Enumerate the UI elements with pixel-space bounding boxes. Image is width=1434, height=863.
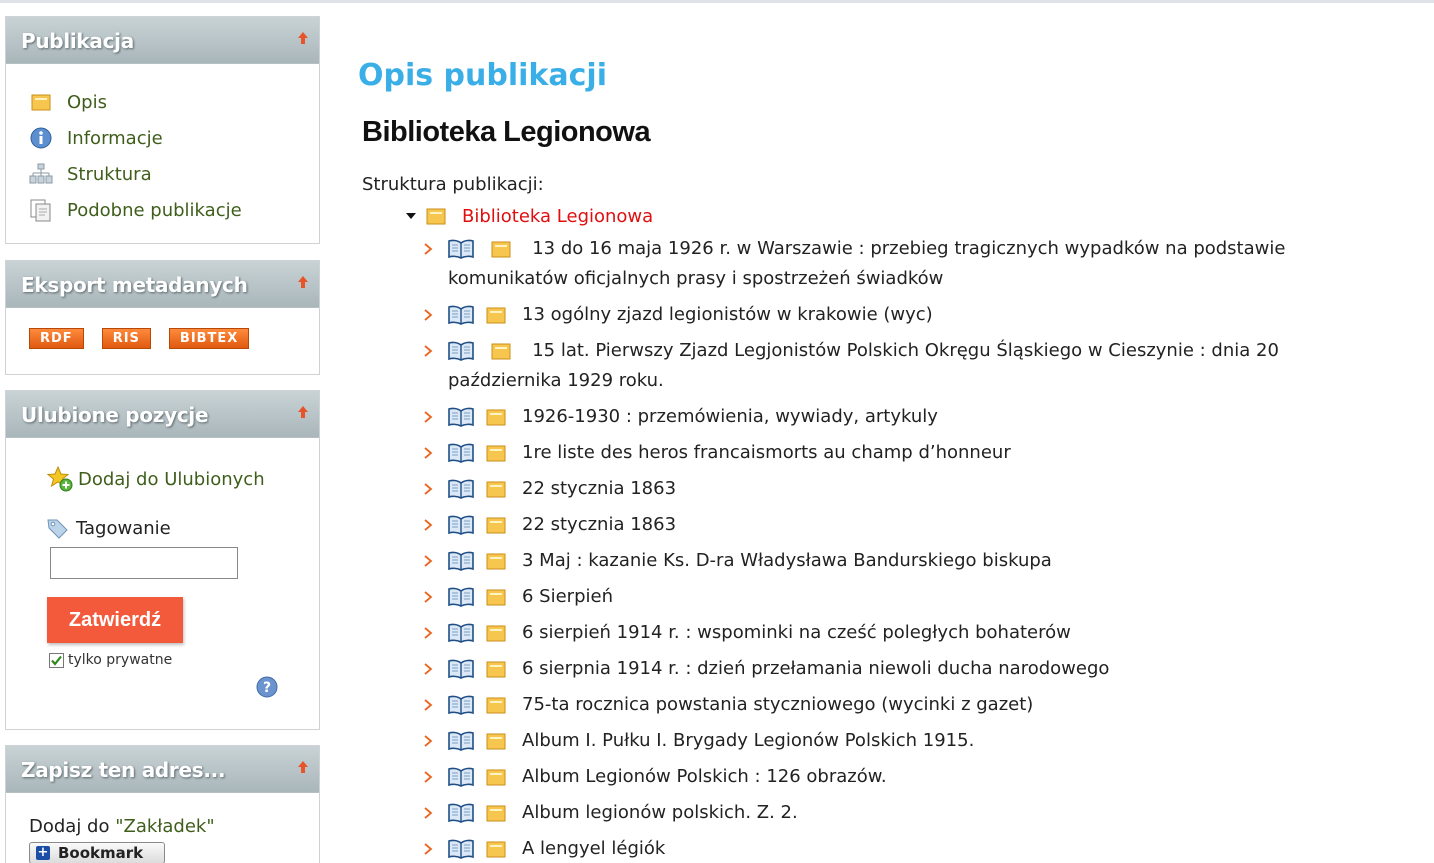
folder-icon xyxy=(486,402,506,432)
folder-icon xyxy=(486,474,506,504)
folder-icon xyxy=(486,654,506,684)
folder-icon xyxy=(486,546,506,576)
chevron-right-icon[interactable] xyxy=(420,300,436,330)
chevron-right-icon[interactable] xyxy=(420,234,436,264)
tree-node[interactable] xyxy=(420,618,1420,648)
collapse-arrow-icon[interactable] xyxy=(297,760,309,774)
panel-header[interactable] xyxy=(6,746,319,793)
export-bibtex-button[interactable]: BIBTEX xyxy=(169,328,249,349)
tree-root[interactable] xyxy=(404,204,653,228)
chevron-right-icon[interactable] xyxy=(420,726,436,756)
tree-node-label[interactable]: A lengyel légiók xyxy=(522,838,666,859)
book-icon xyxy=(448,336,474,366)
similar-icon xyxy=(28,198,54,222)
tree-node[interactable] xyxy=(420,834,1420,863)
tree-node[interactable] xyxy=(420,582,1420,612)
panel-zapisz xyxy=(5,745,320,863)
chevron-right-icon[interactable] xyxy=(420,834,436,863)
top-border xyxy=(0,0,1434,3)
book-icon xyxy=(448,402,474,432)
add-to-favorites-label: Dodaj do Ulubionych xyxy=(78,468,265,490)
menu-item-label: Opis xyxy=(67,91,107,113)
tree-node[interactable] xyxy=(420,654,1420,684)
expanded-triangle-icon[interactable] xyxy=(404,209,418,223)
star-add-icon xyxy=(46,465,74,493)
tree-node-label[interactable]: 3 Maj : kazanie Ks. D-ra Władysława Bandurskiego biskupa xyxy=(522,550,1052,571)
tree-node-label[interactable]: 22 stycznia 1863 xyxy=(522,514,677,535)
collapse-arrow-icon[interactable] xyxy=(297,31,309,45)
collapse-arrow-icon[interactable] xyxy=(297,405,309,419)
chevron-right-icon[interactable] xyxy=(420,798,436,828)
tree-node[interactable] xyxy=(420,798,1420,828)
book-icon xyxy=(448,618,474,648)
structure-tree xyxy=(420,234,1420,863)
folder-icon xyxy=(486,762,506,792)
chevron-right-icon[interactable] xyxy=(420,762,436,792)
book-icon xyxy=(448,474,474,504)
folder-icon xyxy=(486,438,506,468)
tree-node[interactable] xyxy=(420,402,1420,432)
collapse-arrow-icon[interactable] xyxy=(297,275,309,289)
bookmark-button-label: Bookmark xyxy=(58,844,144,862)
chevron-right-icon[interactable] xyxy=(420,510,436,540)
tree-node-label[interactable]: 22 stycznia 1863 xyxy=(522,478,677,499)
panel-publikacja xyxy=(5,16,320,244)
chevron-right-icon[interactable] xyxy=(420,474,436,504)
tagging-label-row xyxy=(46,517,171,539)
tree-node-label[interactable]: 1926-1930 : przemówienia, wywiady, artykuly xyxy=(522,406,938,427)
book-icon xyxy=(448,582,474,612)
publication-menu xyxy=(6,64,319,228)
folder-icon xyxy=(491,234,511,264)
export-ris-button[interactable]: RIS xyxy=(102,328,151,349)
menu-item-label: Podobne publikacje xyxy=(67,199,242,221)
tree-node-label[interactable]: 13 ogólny zjazd legionistów w krakowie (wyc) xyxy=(522,304,933,325)
folder-icon xyxy=(486,726,506,756)
help-icon[interactable] xyxy=(256,676,278,698)
book-icon xyxy=(448,300,474,330)
tree-node[interactable] xyxy=(420,762,1420,792)
book-icon xyxy=(448,834,474,863)
tree-node-label[interactable]: 1re liste des heros francaismorts au champ d’honneur xyxy=(522,442,1011,463)
chevron-right-icon[interactable] xyxy=(420,690,436,720)
tree-node[interactable] xyxy=(420,510,1420,540)
page-heading: Opis publikacji xyxy=(358,58,607,93)
add-to-favorites-link[interactable] xyxy=(46,465,265,493)
menu-item-label: Informacje xyxy=(67,127,163,149)
private-only-row[interactable] xyxy=(49,652,172,668)
private-only-label: tylko prywatne xyxy=(68,652,173,668)
menu-item-informacje[interactable] xyxy=(28,120,319,156)
tree-node[interactable] xyxy=(420,300,1420,330)
tree-node[interactable] xyxy=(420,546,1420,576)
tree-node-label[interactable]: 6 sierpnia 1914 r. : dzień przełamania niewoli ducha narodowego xyxy=(522,658,1110,679)
book-icon xyxy=(448,546,474,576)
book-icon xyxy=(448,726,474,756)
tree-node-label[interactable]: Album I. Pułku I. Brygady Legionów Polskich 1915. xyxy=(522,730,975,751)
chevron-right-icon[interactable] xyxy=(420,654,436,684)
checkbox-checked-icon[interactable] xyxy=(49,653,64,668)
tree-node[interactable] xyxy=(420,438,1420,468)
book-icon xyxy=(448,798,474,828)
chevron-right-icon[interactable] xyxy=(420,438,436,468)
tree-root-label[interactable]: Biblioteka Legionowa xyxy=(462,205,654,227)
bookmark-text xyxy=(29,816,215,837)
folder-icon xyxy=(486,690,506,720)
menu-item-podobne-publikacje[interactable] xyxy=(28,192,319,228)
tree-node[interactable] xyxy=(420,336,1395,396)
panel-title: Publikacja xyxy=(21,29,134,53)
description-icon xyxy=(28,90,54,114)
folder-icon xyxy=(486,798,506,828)
panel-header[interactable] xyxy=(6,261,319,308)
tree-node-label[interactable]: Album legionów polskich. Z. 2. xyxy=(522,802,798,823)
book-icon xyxy=(448,762,474,792)
chevron-right-icon[interactable] xyxy=(420,618,436,648)
chevron-right-icon[interactable] xyxy=(420,546,436,576)
tree-node-label[interactable]: Album Legionów Polskich : 126 obrazów. xyxy=(522,766,887,787)
folder-icon xyxy=(426,207,446,225)
bookmarks-link[interactable]: "Zakładek" xyxy=(115,816,215,837)
tree-node-label[interactable]: 6 Sierpień xyxy=(522,586,613,607)
panel-header[interactable] xyxy=(6,17,319,64)
book-icon xyxy=(448,510,474,540)
chevron-right-icon[interactable] xyxy=(420,336,436,366)
panel-eksport xyxy=(5,260,320,375)
tree-node-label[interactable]: 15 lat. Pierwszy Zjazd Legjonistów Polskich Okręgu Śląskiego w Cieszynie : dnia 20 października 1929 roku. xyxy=(448,340,1279,391)
panel-title: Eksport metadanych xyxy=(21,273,248,297)
panel-title: Ulubione pozycje xyxy=(21,403,209,427)
folder-icon xyxy=(486,834,506,863)
structure-label: Struktura publikacji: xyxy=(362,174,544,195)
menu-item-label: Struktura xyxy=(67,163,152,185)
tree-node[interactable] xyxy=(420,726,1420,756)
tree-node[interactable] xyxy=(420,234,1395,294)
folder-icon xyxy=(486,510,506,540)
book-icon xyxy=(448,690,474,720)
book-icon xyxy=(448,234,474,264)
publication-title: Biblioteka Legionowa xyxy=(362,116,651,148)
panel-title: Zapisz ten adres... xyxy=(21,758,226,782)
folder-icon xyxy=(491,336,511,366)
menu-item-opis[interactable] xyxy=(28,84,319,120)
svg-text:?: ? xyxy=(262,680,272,696)
tree-node-label[interactable]: 6 sierpień 1914 r. : wspominki na cześć poległych bohaterów xyxy=(522,622,1071,643)
tree-node-label[interactable]: 75-ta rocznica powstania styczniowego (wycinki z gazet) xyxy=(522,694,1034,715)
tree-node[interactable] xyxy=(420,474,1420,504)
tagging-label: Tagowanie xyxy=(76,517,171,539)
panel-header[interactable] xyxy=(6,391,319,438)
folder-icon xyxy=(486,582,506,612)
structure-icon xyxy=(28,162,54,186)
tree-node-label[interactable]: 13 do 16 maja 1926 r. w Warszawie : przebieg tragicznych wypadków na podstawie komunikatów oficjalnych prasy i spostrzeżeń świadków xyxy=(448,238,1286,289)
chevron-right-icon[interactable] xyxy=(420,402,436,432)
book-icon xyxy=(448,438,474,468)
book-icon xyxy=(448,654,474,684)
plus-icon: + xyxy=(37,845,49,860)
chevron-right-icon[interactable] xyxy=(420,582,436,612)
export-buttons xyxy=(6,308,319,349)
folder-icon xyxy=(486,300,506,330)
bookmark-text-prefix: Dodaj do xyxy=(29,816,116,837)
export-rdf-button[interactable]: RDF xyxy=(29,328,84,349)
folder-icon xyxy=(486,618,506,648)
bookmark-button[interactable] xyxy=(29,842,165,863)
panel-ulubione xyxy=(5,390,320,730)
info-icon xyxy=(28,126,54,150)
menu-item-struktura[interactable] xyxy=(28,156,319,192)
tag-input[interactable] xyxy=(50,547,238,579)
tree-node[interactable] xyxy=(420,690,1420,720)
submit-button[interactable]: Zatwierdź xyxy=(47,597,183,643)
tag-icon xyxy=(46,517,70,539)
